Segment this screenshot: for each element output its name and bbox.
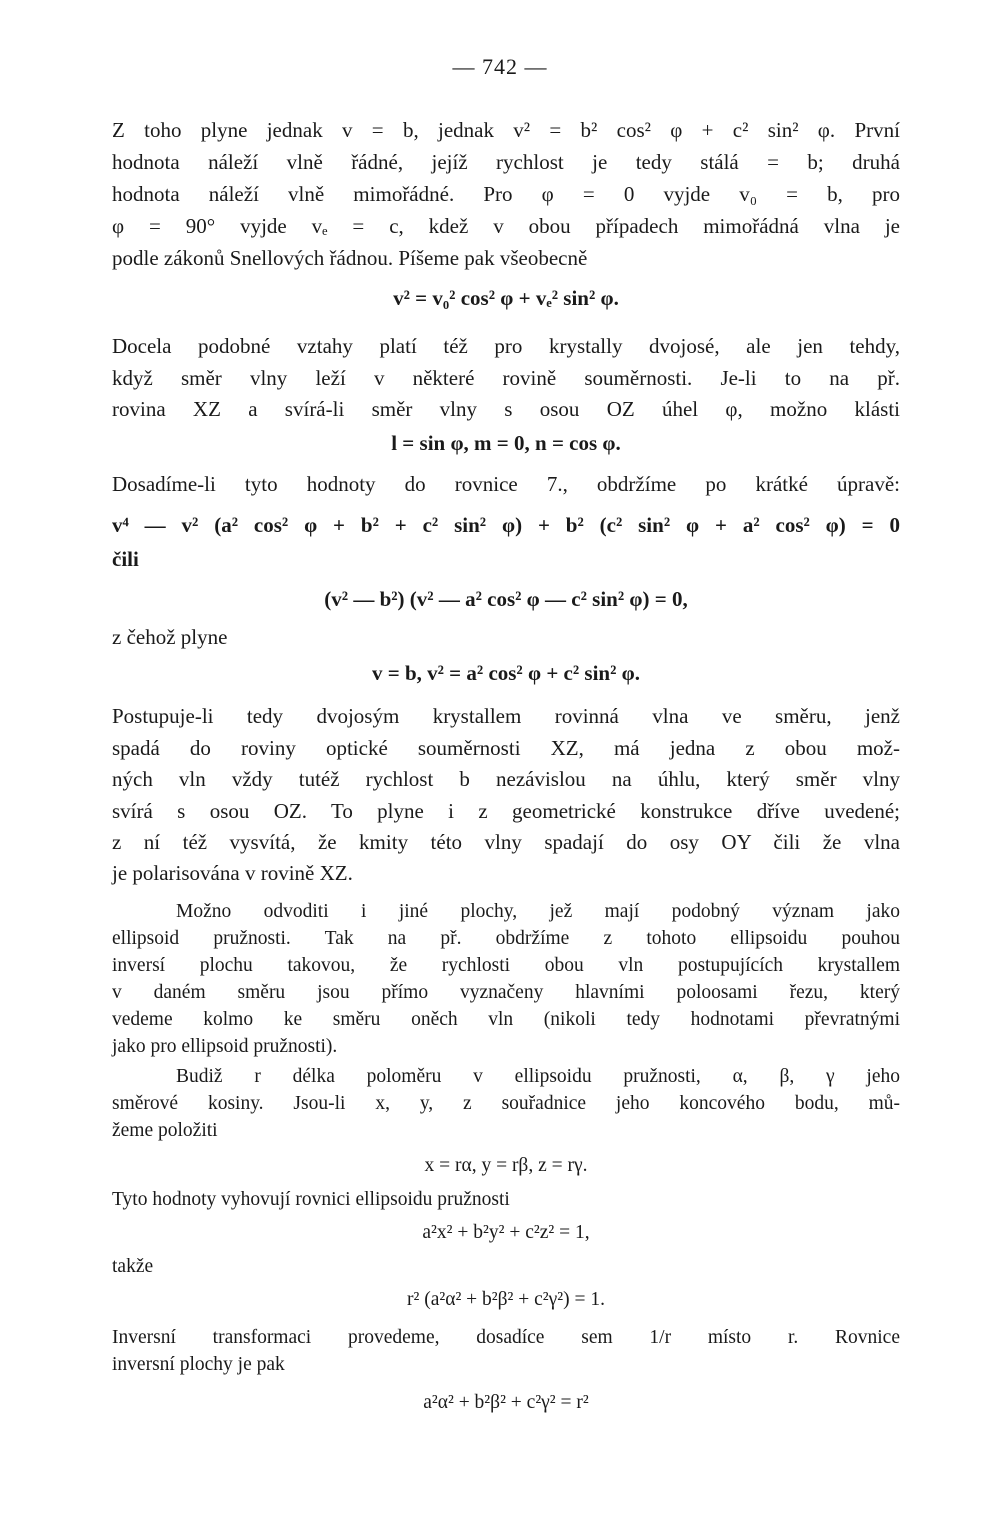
text-line: Postupuje-li tedy dvojosým krystallem rovinná vlna ve směru, jenž: [112, 704, 900, 728]
text-line: Inversní transformaci provedeme, dosadíce sem 1/r místo r. Rovnice: [112, 1327, 900, 1348]
text-line: jako pro ellipsoid pružnosti).: [112, 1036, 338, 1057]
text-line: Možno odvoditi i jiné plochy, jež mají podobný význam jako: [176, 901, 900, 922]
text-line: takže: [112, 1256, 154, 1277]
text-line: Budiž r délka poloměru v ellipsoidu pružnosti, α, β, γ jeho: [176, 1066, 900, 1087]
equation: l = sin φ, m = 0, n = cos φ.: [391, 431, 621, 455]
equation: r² (a²α² + b²β² + c²γ²) = 1.: [407, 1289, 605, 1310]
text-line: vedeme kolmo ke směru oněch vln (nikoli tedy hodnotami převratnými: [112, 1009, 900, 1030]
text-line: podle zákonů Snellových řádnou. Píšeme pak všeobecně: [112, 246, 588, 270]
text-line: hodnota náleží vlně mimořádné. Pro φ = 0 vyjde v₀ = b, pro: [112, 182, 900, 206]
equation: a²α² + b²β² + c²γ² = r²: [423, 1392, 589, 1413]
equation: v² = v₀² cos² φ + vₑ² sin² φ.: [393, 286, 619, 310]
equation: a²x² + b²y² + c²z² = 1,: [422, 1222, 590, 1243]
text-line: inversí plochu takovou, že rychlosti obou vln postupujících krystallem: [112, 955, 900, 976]
page-number: — 742 —: [452, 54, 548, 79]
text-line: v daném směru jsou přímo vyznačeny hlavními poloosami řezu, který: [112, 982, 900, 1003]
equation: x = rα, y = rβ, z = rγ.: [424, 1155, 588, 1176]
text-line: čili: [112, 547, 139, 571]
text-line: svírá s osou OZ. To plyne i z geometrické konstrukce dříve uvedené;: [112, 799, 900, 823]
text-line: z ní též vysvítá, že kmity této vlny spadají do osy OY čili že vlna: [112, 830, 900, 854]
text-line: žeme položiti: [112, 1120, 218, 1141]
equation: (v² — b²) (v² — a² cos² φ — c² sin² φ) = 0,: [324, 587, 688, 611]
text-line: Z toho plyne jednak v = b, jednak v² = b² cos² φ + c² sin² φ. První: [112, 118, 900, 142]
equation: v⁴ — v² (a² cos² φ + b² + c² sin² φ) + b² (c² sin² φ + a² cos² φ) = 0: [112, 513, 900, 537]
text-line: rovina XZ a svírá-li směr vlny s osou OZ úhel φ, možno klásti: [112, 397, 900, 421]
text-line: Docela podobné vztahy platí též pro krystally dvojosé, ale jen tehdy,: [112, 334, 900, 358]
text-line: ellipsoid pružnosti. Tak na př. obdržíme z tohoto ellipsoidu pouhou: [112, 928, 900, 949]
text-line: je polarisována v rovině XZ.: [112, 861, 353, 885]
text-line: když směr vlny leží v některé rovině souměrnosti. Je-li to na př.: [112, 366, 900, 390]
text-line: spadá do roviny optické souměrnosti XZ, má jedna z obou mož-: [112, 736, 900, 760]
text-line: Dosadíme-li tyto hodnoty do rovnice 7., obdržíme po krátké úpravě:: [112, 472, 900, 496]
text-line: hodnota náleží vlně řádné, jejíž rychlost je tedy stálá = b; druhá: [112, 150, 900, 174]
text-line: Tyto hodnoty vyhovují rovnici ellipsoidu pružnosti: [112, 1189, 510, 1210]
text-line: inversní plochy je pak: [112, 1354, 285, 1375]
text-line: φ = 90° vyjde vₑ = c, kdež v obou případech mimořádná vlna je: [112, 214, 900, 238]
equation: v = b, v² = a² cos² φ + c² sin² φ.: [371, 661, 641, 685]
text-line: z čehož plyne: [112, 625, 228, 649]
text-line: směrové kosiny. Jsou-li x, y, z souřadnice jeho koncového bodu, mů-: [112, 1093, 900, 1114]
text-line: ných vln vždy tutéž rychlost b nezávislou na úhlu, který směr vlny: [112, 767, 900, 791]
